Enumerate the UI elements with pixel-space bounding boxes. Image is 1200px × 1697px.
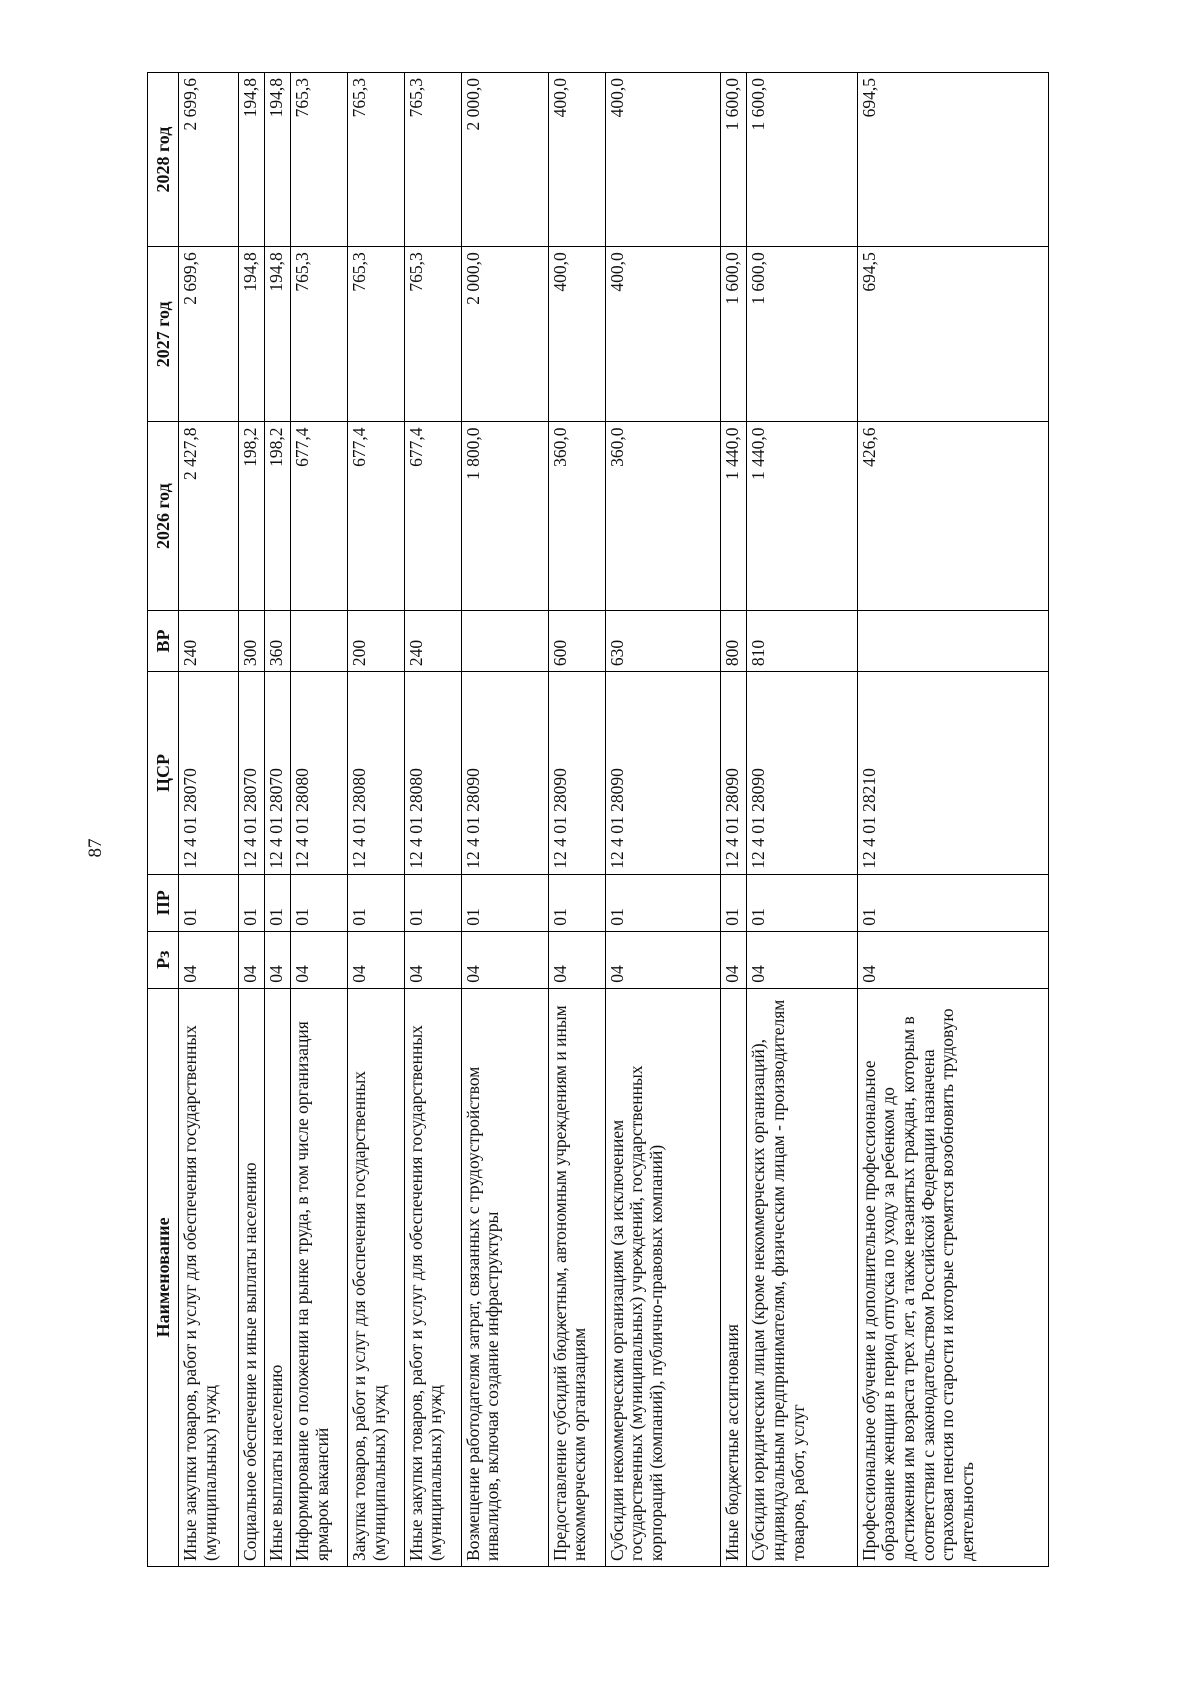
cell-vr: 240: [179, 610, 239, 671]
cell-pr: 01: [721, 874, 747, 931]
cell-rz: 04: [291, 931, 348, 988]
cell-name: Закупка товаров, работ и услуг для обеспечения государственных (муниципальных) нужд: [348, 988, 405, 1566]
cell-2028: 194,8: [265, 73, 291, 247]
cell-csr: 12 4 01 28070: [265, 672, 291, 875]
cell-vr: [857, 610, 1048, 671]
cell-vr: 800: [721, 610, 747, 671]
cell-rz: 04: [265, 931, 291, 988]
cell-2026: 2 427,8: [179, 422, 239, 610]
cell-2028: 2 699,6: [179, 73, 239, 247]
cell-name: Предоставление субсидий бюджетным, автономным учреждениям и иным некоммерческим организациям: [548, 988, 605, 1566]
cell-2026: 198,2: [238, 422, 264, 610]
cell-2027: 694,5: [857, 247, 1048, 422]
cell-2027: 2 699,6: [179, 247, 239, 422]
cell-vr: 360: [265, 610, 291, 671]
cell-pr: 01: [238, 874, 264, 931]
cell-2028: 2 000,0: [461, 73, 548, 247]
cell-pr: 01: [548, 874, 605, 931]
cell-2028: 765,3: [291, 73, 348, 247]
cell-pr: 01: [857, 874, 1048, 931]
header-2026: 2026 год: [148, 422, 179, 610]
table-header-row: [148, 73, 179, 1567]
cell-pr: 01: [265, 874, 291, 931]
cell-vr: 240: [404, 610, 461, 671]
table-row: [348, 73, 405, 1567]
cell-2028: 400,0: [548, 73, 605, 247]
cell-vr: 810: [747, 610, 857, 671]
cell-2027: 194,8: [265, 247, 291, 422]
cell-name: Субсидии некоммерческим организациям (за исключением государственных (муниципальных) учреждений, государственных корпораций (компаний), публично-правовых компаний): [605, 988, 721, 1566]
table-row: [605, 73, 721, 1567]
cell-2026: 1 440,0: [721, 422, 747, 610]
cell-csr: 12 4 01 28090: [605, 672, 721, 875]
table-row: [857, 73, 1048, 1567]
table-row: [265, 73, 291, 1567]
cell-pr: 01: [461, 874, 548, 931]
header-rz: Рз: [148, 931, 179, 988]
cell-2028: 400,0: [605, 73, 721, 247]
cell-2026: 677,4: [348, 422, 405, 610]
cell-2027: 1 600,0: [747, 247, 857, 422]
cell-2026: 677,4: [404, 422, 461, 610]
cell-rz: 04: [857, 931, 1048, 988]
cell-2028: 765,3: [348, 73, 405, 247]
cell-vr: 300: [238, 610, 264, 671]
cell-2027: 2 000,0: [461, 247, 548, 422]
cell-pr: 01: [404, 874, 461, 931]
cell-2026: 198,2: [265, 422, 291, 610]
cell-2026: 1 800,0: [461, 422, 548, 610]
cell-csr: 12 4 01 28070: [238, 672, 264, 875]
cell-csr: 12 4 01 28090: [747, 672, 857, 875]
header-2027: 2027 год: [148, 247, 179, 422]
cell-2027: 765,3: [404, 247, 461, 422]
cell-2028: 765,3: [404, 73, 461, 247]
cell-name: Возмещение работодателям затрат, связанных с трудоустройством инвалидов, включая создание инфраструктуры: [461, 988, 548, 1566]
cell-rz: 04: [404, 931, 461, 988]
cell-2027: 400,0: [605, 247, 721, 422]
cell-vr: [461, 610, 548, 671]
cell-name: Профессиональное обучение и дополнительное профессиональное образование женщин в период отпуска по уходу за ребенком до достижения им возраста трех лет, а также незанятых граждан, которым в соответствии с законодательством Российской Федерации назначена страховая пенсия по старости и которые стремятся возобновить трудовую деятельность: [857, 988, 1048, 1566]
cell-rz: 04: [179, 931, 239, 988]
cell-name: Информирование о положении на рынке труда, в том числе организация ярмарок вакансий: [291, 988, 348, 1566]
table-row: [747, 73, 857, 1567]
cell-csr: 12 4 01 28080: [404, 672, 461, 875]
cell-name: Иные выплаты населению: [265, 988, 291, 1566]
cell-vr: 200: [348, 610, 405, 671]
header-pr: ПР: [148, 874, 179, 931]
cell-name: Субсидии юридическим лицам (кроме некоммерческих организаций), индивидуальным предпринимателям, физическим лицам - производителям товаров, работ, услуг: [747, 988, 857, 1566]
cell-name: Социальное обеспечение и иные выплаты населению: [238, 988, 264, 1566]
cell-csr: 12 4 01 28090: [461, 672, 548, 875]
cell-vr: 600: [548, 610, 605, 671]
budget-table-container: [147, 72, 1049, 1567]
cell-csr: 12 4 01 28070: [179, 672, 239, 875]
cell-pr: 01: [348, 874, 405, 931]
header-2028: 2028 год: [148, 73, 179, 247]
cell-2026: 677,4: [291, 422, 348, 610]
cell-2027: 1 600,0: [721, 247, 747, 422]
page-number: 87: [85, 838, 106, 858]
cell-name: Иные закупки товаров, работ и услуг для обеспечения государственных (муниципальных) нужд: [179, 988, 239, 1566]
table-row: [461, 73, 548, 1567]
cell-2026: 360,0: [548, 422, 605, 610]
budget-table: [147, 72, 1049, 1567]
cell-csr: 12 4 01 28210: [857, 672, 1048, 875]
cell-pr: 01: [179, 874, 239, 931]
table-row: [179, 73, 239, 1567]
cell-vr: 630: [605, 610, 721, 671]
cell-2026: 1 440,0: [747, 422, 857, 610]
cell-2026: 426,6: [857, 422, 1048, 610]
table-row: [548, 73, 605, 1567]
cell-pr: 01: [747, 874, 857, 931]
cell-pr: 01: [291, 874, 348, 931]
cell-rz: 04: [348, 931, 405, 988]
cell-2028: 694,5: [857, 73, 1048, 247]
cell-2028: 1 600,0: [721, 73, 747, 247]
cell-name: Иные бюджетные ассигнования: [721, 988, 747, 1566]
cell-rz: 04: [548, 931, 605, 988]
cell-pr: 01: [605, 874, 721, 931]
table-row: [291, 73, 348, 1567]
cell-2027: 194,8: [238, 247, 264, 422]
cell-rz: 04: [605, 931, 721, 988]
cell-rz: 04: [747, 931, 857, 988]
cell-vr: [291, 610, 348, 671]
cell-rz: 04: [721, 931, 747, 988]
cell-csr: 12 4 01 28090: [721, 672, 747, 875]
table-row: [404, 73, 461, 1567]
cell-csr: 12 4 01 28090: [548, 672, 605, 875]
cell-rz: 04: [461, 931, 548, 988]
cell-rz: 04: [238, 931, 264, 988]
table-row: [721, 73, 747, 1567]
cell-2028: 194,8: [238, 73, 264, 247]
cell-2028: 1 600,0: [747, 73, 857, 247]
table-row: [238, 73, 264, 1567]
cell-name: Иные закупки товаров, работ и услуг для обеспечения государственных (муниципальных) нужд: [404, 988, 461, 1566]
cell-2027: 400,0: [548, 247, 605, 422]
cell-2027: 765,3: [348, 247, 405, 422]
cell-csr: 12 4 01 28080: [348, 672, 405, 875]
cell-csr: 12 4 01 28080: [291, 672, 348, 875]
cell-2027: 765,3: [291, 247, 348, 422]
cell-2026: 360,0: [605, 422, 721, 610]
header-csr: ЦСР: [148, 672, 179, 875]
header-vr: ВР: [148, 610, 179, 671]
header-name: Наименование: [148, 988, 179, 1566]
